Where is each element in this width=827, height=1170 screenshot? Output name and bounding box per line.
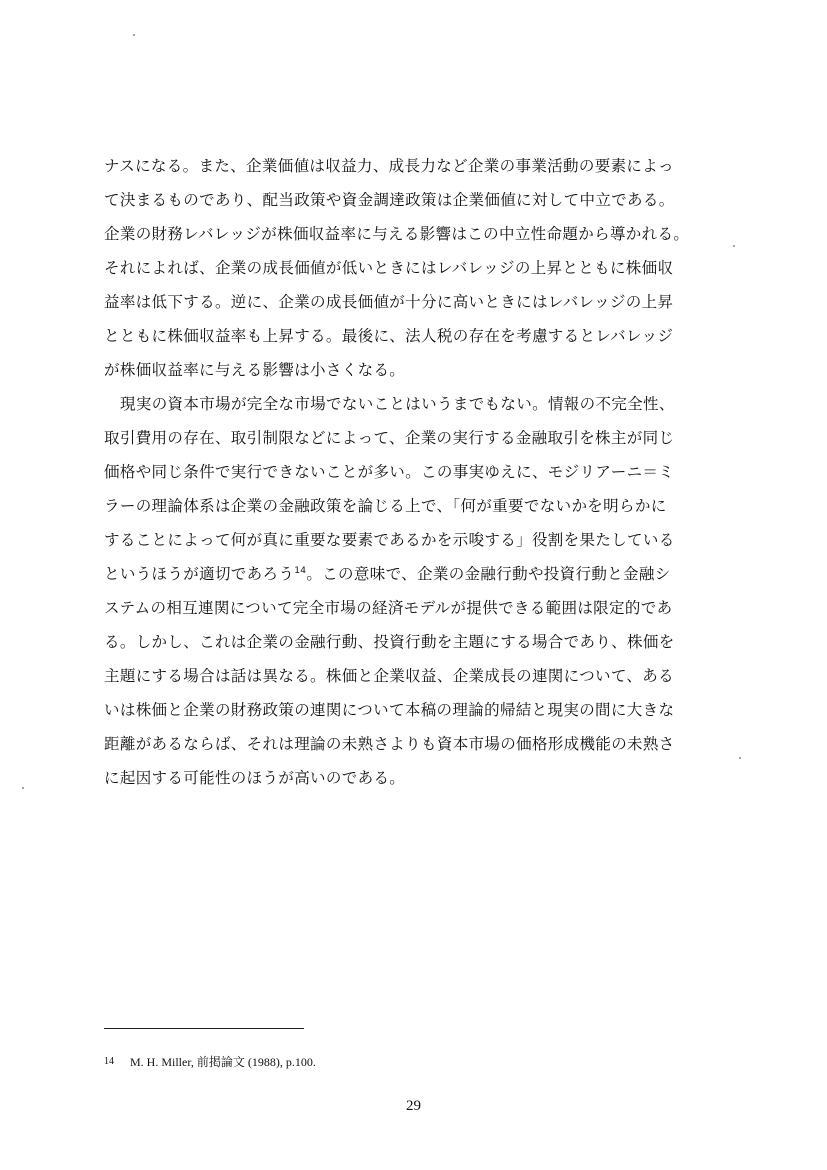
text-line: 企業の財務レバレッジが株価収益率に与える影響はこの中立性命題から導かれる。	[104, 225, 690, 243]
text-line: 価格や同じ条件で実行できないことが多い。この事実ゆえに、モジリアーニ＝ミ	[104, 463, 675, 481]
text-segment: というほうが適切であろう	[104, 565, 295, 583]
text-line: それによれば、企業の成長価値が低いときにはレバレッジの上昇とともに株価収	[104, 259, 674, 277]
text-line: 距離があるならば、それは理論の未熟さよりも資本市場の価格形成機能の未熟さ	[104, 735, 675, 753]
footnote-separator	[104, 1028, 304, 1029]
text-line: 益率は低下する。逆に、企業の成長価値が十分に高いときにはレバレッジの上昇	[104, 293, 674, 311]
text-segment: 。この意味で、企業の金融行動や投資行動と金融シ	[306, 565, 671, 583]
text-line: 現実の資本市場が完全な市場でないことはいうまでもない。情報の不完全性、	[120, 395, 675, 413]
scan-speck	[133, 34, 135, 36]
scan-speck	[739, 757, 741, 759]
body-text	[104, 149, 724, 795]
text-line	[104, 557, 724, 591]
footnote-number: 14	[104, 1056, 114, 1067]
text-line: 主題にする場合は話は異なる。株価と企業収益、企業成長の連関について、ある	[104, 667, 674, 685]
text-line: ステムの相互連関について完全市場の経済モデルが提供できる範囲は限定的であ	[104, 599, 673, 617]
paragraph-1	[104, 149, 724, 387]
text-line: とともに株価収益率も上昇する。最後に、法人税の存在を考慮するとレバレッジ	[104, 327, 674, 345]
footnote-reference[interactable]: 14	[294, 565, 307, 576]
text-line: することによって何が真に重要な要素であるかを示唆する」役割を果たしている	[104, 531, 675, 549]
text-line: て決まるものであり、配当政策や資金調達政策は企業価値に対して中立である。	[104, 191, 675, 209]
paragraph-2	[104, 387, 724, 795]
text-line: に起因する可能性のほうが高いのである。	[104, 769, 406, 787]
text-line: ラーの理論体系は企業の金融政策を論じる上で、「何が重要でないかを明らかに	[104, 497, 667, 515]
scan-speck	[733, 245, 735, 247]
text-line: 取引費用の存在、取引制限などによって、企業の実行する金融取引を株主が同じ	[104, 429, 675, 447]
footnote	[104, 1053, 316, 1070]
page-number: 29	[406, 1098, 421, 1114]
scan-speck	[22, 787, 24, 789]
text-line: る。しかし、これは企業の金融行動、投資行動を主題にする場合であり、株価を	[104, 633, 675, 651]
text-line: いは株価と企業の財務政策の連関について本稿の理論的帰結と現実の間に大きな	[104, 701, 675, 719]
footnote-text: M. H. Miller, 前掲論文 (1988), p.100.	[130, 1055, 316, 1069]
text-line: ナスになる。また、企業価値は収益力、成長力など企業の事業活動の要素によっ	[104, 157, 674, 175]
text-line: が株価収益率に与える影響は小さくなる。	[104, 361, 406, 379]
